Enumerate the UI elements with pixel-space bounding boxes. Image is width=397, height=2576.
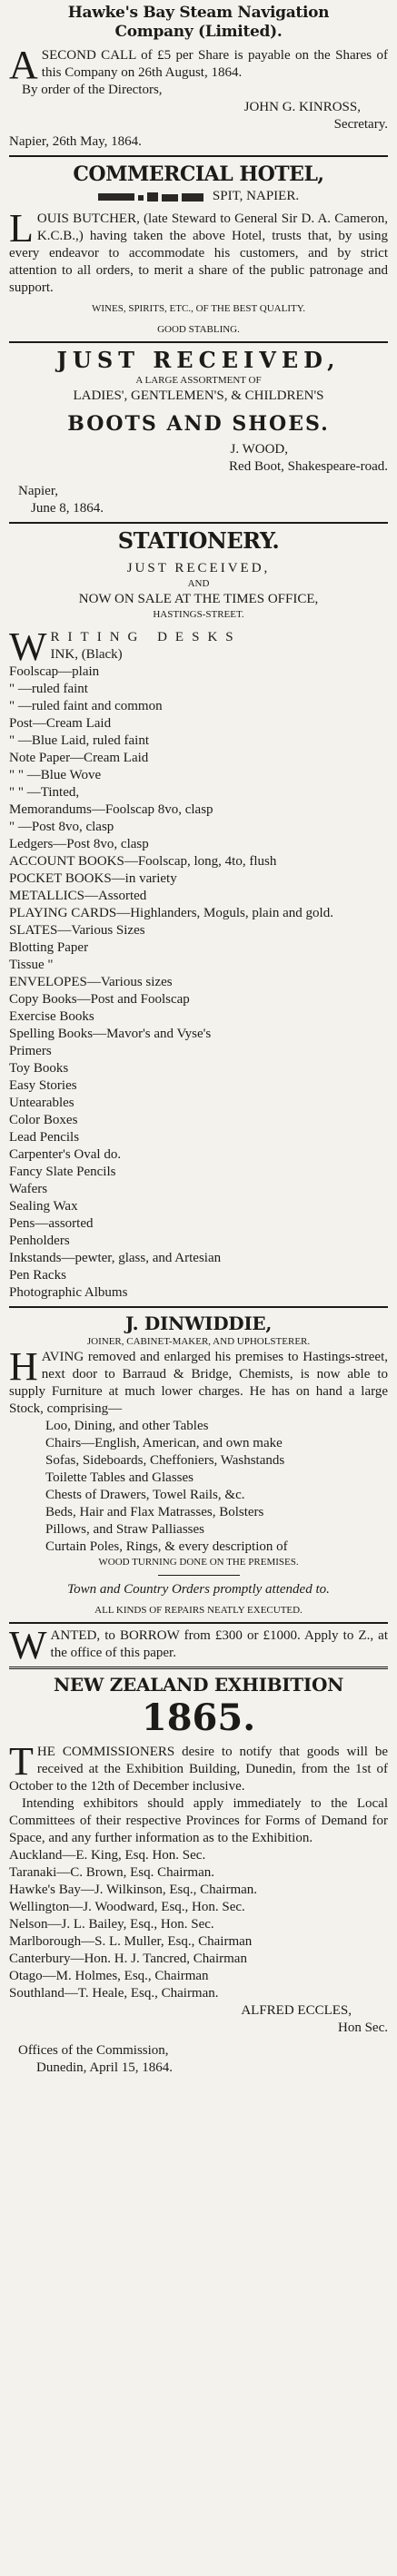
dinwiddie-repairs: ALL KINDS OF REPAIRS NEATLY EXECUTED. [94,1605,303,1616]
commercial-hotel-subtitle-row [9,188,388,205]
dinwiddie-subtitle: JOINER, CABINET-MAKER, AND UPHOLSTERER. [86,1336,311,1347]
exhibition-ad [9,1673,388,2077]
stationery-item: Wafers [9,1182,48,1196]
exhibition-committee-item: Hawke's Bay—J. Wilkinson, Esq., Chairman. [9,1883,258,1897]
exhibition-signer-title: Hon Sec. [338,2020,388,2035]
stationery-item: Color Boxes [9,1113,78,1127]
dinwiddie-stock-item: Chairs—English, American, and own make [45,1436,283,1450]
commercial-hotel-stabling: GOOD STABLING. [157,324,240,335]
boots-signer: J. WOOD, [230,442,288,457]
boots-date: June 8, 1864. [31,501,104,516]
stationery-ad [9,527,388,1302]
stationery-item: Carpenter's Oval do. [9,1147,122,1162]
hawkes-bay-text: SECOND CALL of £5 per Share is payable on the Shares of this Company on 26th August, 1864. [41,48,388,80]
stationery-item: " —Blue Laid, ruled faint [9,733,149,748]
exhibition-date: Dunedin, April 15, 1864. [36,2060,173,2075]
stationery-item: METALLICS—Assorted [9,889,147,903]
dinwiddie-stock-item: Loo, Dining, and other Tables [45,1419,209,1433]
stationery-item: " —ruled faint and common [9,699,163,713]
hawkes-bay-dropcap: A [9,43,38,87]
stationery-just: JUST RECEIVED, [126,561,271,575]
stationery-item: Primers [9,1044,52,1058]
hawkes-bay-by-order: By order of the Directors, [22,83,163,97]
stationery-title: STATIONERY. [117,527,280,554]
stationery-item: Toy Books [9,1061,69,1076]
exhibition-committee-item: Wellington—J. Woodward, Esq., Hon. Sec. [9,1900,245,1914]
hawkes-bay-signer: JOHN G. KINROSS, [243,100,361,114]
stationery-item: PLAYING CARDS—Highlanders, Moguls, plain and gold. [9,906,333,920]
stationery-item: Fancy Slate Pencils [9,1165,116,1179]
stationery-item: Penholders [9,1234,70,1248]
stationery-item: ENVELOPES—Various sizes [9,975,173,989]
separator-rule [9,341,388,343]
exhibition-signer: ALFRED ECCLES, [241,2003,352,2018]
separator-rule [9,1622,388,1624]
boots-line1: A LARGE ASSORTMENT OF [135,375,262,386]
stationery-item: Copy Books—Post and Foolscap [9,992,190,1007]
stationery-item: Post—Cream Laid [9,716,112,731]
dinwiddie-text: AVING removed and enlarged his premises to Hastings-street, next door to Barraud & Bridge, Chemists, is now able to supply Furniture at much lower charges. He has on hand a large Stock, comprising— [9,1350,388,1416]
stationery-writing-text: RITING DESKS [50,630,242,644]
dinwiddie-title: J. DINWIDDIE, [125,1313,272,1334]
stationery-item: Spelling Books—Mavor's and Vyse's [9,1027,212,1041]
dinwiddie-stock-item: Curtain Poles, Rings, & every description of [45,1539,288,1554]
hawkes-bay-body [9,43,388,87]
stationery-item: Inkstands—pewter, glass, and Artesian [9,1251,222,1265]
stationery-dropcap: W [9,624,47,669]
stationery-item: Ledgers—Post 8vo, clasp [9,837,149,851]
dinwiddie-stock-item: Beds, Hair and Flax Matrasses, Bolsters [45,1505,264,1519]
wanted-body [9,1623,388,1667]
dinwiddie-stock-item: Chests of Drawers, Towel Rails, &c. [45,1488,245,1502]
wanted-text: ANTED, to BORROW from £300 or £1000. Apply to Z., at the office of this paper. [50,1628,388,1660]
stationery-item: " —Post 8vo, clasp [9,820,114,834]
stationery-item: SLATES—Various Sizes [9,923,145,938]
boots-title: JUST RECEIVED, [56,347,341,373]
exhibition-offices: Offices of the Commission, [18,2043,169,2058]
commercial-hotel-text: OUIS BUTCHER, (late Steward to General Sir D. A. Cameron, K.C.B.,) having taken the above Hotel, trusts that, by using every endeavor to accommodate his customers, and by strict attention to all orders, to merit a share of the public patronage and support. [9,211,388,295]
wanted-dropcap: W [9,1623,47,1667]
commercial-hotel-subtitle: SPIT, NAPIER. [212,189,300,203]
hawkes-bay-title-line1: Hawke's Bay Steam Navigation [67,4,330,22]
separator-rule [9,1667,388,1669]
hotel-engraving-icon [98,191,207,203]
stationery-item: INK, (Black) [50,647,123,662]
separator-rule [9,155,388,157]
boots-place: Napier, [18,484,58,498]
stationery-item: Pens—assorted [9,1216,94,1231]
stationery-item: Tissue " [9,958,54,972]
commercial-hotel-wines: WINES, SPIRITS, ETC., OF THE BEST QUALITY. [92,303,305,314]
commercial-hotel-title: COMMERCIAL HOTEL, [73,162,324,186]
short-rule [158,1575,240,1576]
stationery-item: ACCOUNT BOOKS—Foolscap, long, 4to, flush [9,854,277,869]
separator-rule [9,1306,388,1308]
hawkes-bay-signer-title: Secretary. [333,117,388,132]
dinwiddie-ad [9,1312,388,1617]
boots-ad [9,347,388,517]
exhibition-body2: Intending exhibitors should apply immediately to the Local Committees of their respective Provinces for Forms of Demand for Space, and any further information as to the Exhibition. [9,1796,388,1845]
dinwiddie-body [9,1344,388,1418]
dinwiddie-stock-item: Sofas, Sideboards, Cheffoniers, Washstands [45,1453,285,1468]
separator-rule [9,522,388,524]
boots-heading: BOOTS AND SHOES. [67,412,330,436]
stationery-item: Blotting Paper [9,940,89,955]
stationery-item: Photographic Albums [9,1285,128,1300]
dinwiddie-stock-item: Toilette Tables and Glasses [45,1470,194,1485]
stationery-item: Untearables [9,1096,74,1110]
stationery-item: " —ruled faint [9,682,88,696]
stationery-item: Pen Racks [9,1268,66,1283]
dinwiddie-stock-list [9,1418,388,1556]
exhibition-committee-item: Nelson—J. L. Bailey, Esq., Hon. Sec. [9,1917,214,1932]
exhibition-committee-list [9,1847,388,2002]
stationery-street: HASTINGS-STREET. [153,609,244,620]
stationery-item: Easy Stories [9,1078,77,1093]
commercial-hotel-ad [9,161,388,337]
exhibition-dropcap: T [9,1739,34,1784]
hawkes-bay-title-line2: Company (Limited). [114,23,283,41]
boots-address: Red Boot, Shakespeare-road. [229,459,388,474]
stationery-item: " " —Blue Wove [9,768,102,782]
stationery-list [9,646,388,1302]
exhibition-committee-item: Marlborough—S. L. Muller, Esq., Chairman [9,1934,253,1949]
dinwiddie-stock-item: Pillows, and Straw Palliasses [45,1522,204,1537]
exhibition-committee-item: Auckland—E. King, Esq. Hon. Sec. [9,1848,206,1863]
commercial-hotel-dropcap: L [9,206,34,251]
exhibition-committee-item: Southland—T. Heale, Esq., Chairman. [9,1986,219,2001]
dinwiddie-orders: Town and Country Orders promptly attended to. [67,1582,330,1597]
commercial-hotel-body [9,206,388,297]
stationery-item: Note Paper—Cream Laid [9,751,149,765]
exhibition-year: 1865. [141,1696,256,1739]
hawkes-bay-ad [9,4,388,151]
stationery-item: Exercise Books [9,1009,94,1024]
stationery-item: POCKET BOOKS—in variety [9,871,177,886]
stationery-item: Memorandums—Foolscap 8vo, clasp [9,802,213,817]
exhibition-committee-item: Taranaki—C. Brown, Esq. Chairman. [9,1865,214,1880]
exhibition-text: HE COMMISSIONERS desire to notify that goods will be received at the Exhibition Building, Dunedin, from the 1st of October to the 12th of December inclusive. [9,1745,388,1794]
stationery-item: Foolscap—plain [9,664,100,679]
stationery-item: Lead Pencils [9,1130,80,1145]
dinwiddie-dropcap: H [9,1344,38,1389]
dinwiddie-turning: WOOD TURNING DONE ON THE PREMISES. [98,1557,299,1568]
stationery-now-on-sale: NOW ON SALE AT THE TIMES OFFICE, [78,592,319,606]
hawkes-bay-date: Napier, 26th May, 1864. [9,134,142,149]
exhibition-committee-item: Otago—M. Holmes, Esq., Chairman [9,1969,209,1983]
exhibition-title: NEW ZEALAND EXHIBITION [53,1674,344,1696]
stationery-and: AND [187,578,210,589]
exhibition-body [9,1739,388,1795]
boots-line2: LADIES', GENTLEMEN'S, & CHILDREN'S [73,388,324,403]
stationery-item: Sealing Wax [9,1199,78,1214]
exhibition-committee-item: Canterbury—Hon. H. J. Tancred, Chairman [9,1952,247,1966]
wanted-ad [9,1623,388,1667]
stationery-item: " " —Tinted, [9,785,80,800]
